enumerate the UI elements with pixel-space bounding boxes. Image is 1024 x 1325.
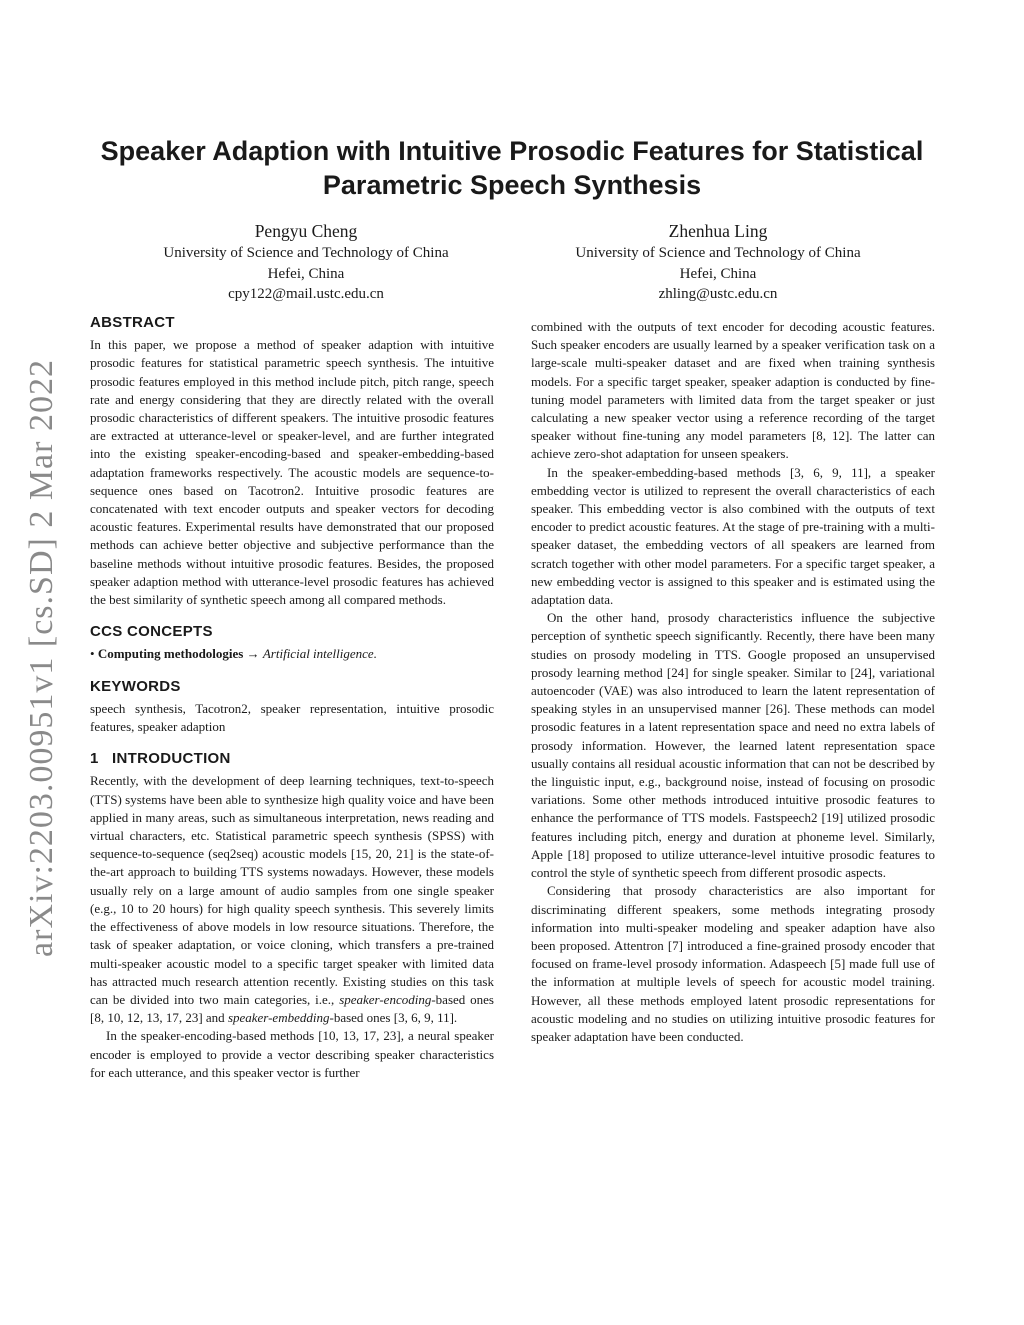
author-email: zhling@ustc.edu.cn bbox=[658, 286, 778, 302]
ccs-arrow: → bbox=[246, 646, 260, 662]
author-affiliation: University of Science and Technology of China bbox=[163, 245, 449, 261]
ccs-heading: CCS CONCEPTS bbox=[90, 623, 213, 641]
title-line-2: Parametric Speech Synthesis bbox=[322, 170, 702, 200]
intro-p1-emphasis-2: speaker-embedding bbox=[227, 1010, 330, 1026]
author-name: Zhenhua Ling bbox=[668, 221, 768, 241]
right-paragraph-1: combined with the outputs of text encoder for decoding acoustic features. Such speaker encoders are usually learned by a speaker verification task on a large-scale multi-speaker dataset and are fixed when training synthesis models. For a specific target speaker, speaker adaption is conducted by fine-tuning model parameters with limited data from the target speaker or just calculating a new speaker vector using a reference recording of the target speaker without fine-tuning any model parameters [8, 12]. The latter can achieve zero-shot adaptation for unseen speakers. bbox=[531, 319, 935, 462]
right-column bbox=[531, 318, 935, 1046]
author-location: Hefei, China bbox=[267, 265, 345, 282]
right-paragraph-4: Considering that prosody characteristics are also important for discriminating different speakers, some methods integrating prosody information into multi-speaker modeling and speaker adaption have also been proposed. Attentron [7] introduced a fine-grained prosody encoder that focused on frame-level prosody information. Adaspeech [5] made full use of the information at multiple levels of speech for acoustic model training. However, all these methods employed latent prosodic representations for acoustic modeling and no studies on utilizing intuitive prosodic features for speaker adaptation have been conducted. bbox=[531, 883, 935, 1044]
keywords-text: speech synthesis, Tacotron2, speaker representation, intuitive prosodic features, speaker adaption bbox=[90, 700, 494, 735]
author-affiliation: University of Science and Technology of China bbox=[575, 245, 861, 261]
author-name: Pengyu Cheng bbox=[254, 221, 358, 241]
left-column bbox=[90, 314, 494, 1082]
intro-paragraph-1 bbox=[90, 772, 494, 1027]
paper-title bbox=[80, 134, 944, 202]
author-location: Hefei, China bbox=[679, 265, 757, 282]
keywords-section bbox=[90, 678, 494, 737]
intro-p1-text-c: -based ones [3, 6, 9, 11]. bbox=[329, 1010, 458, 1026]
abstract-heading: ABSTRACT bbox=[90, 314, 175, 331]
author-email: cpy122@mail.ustc.edu.cn bbox=[228, 286, 384, 302]
intro-p1-emphasis-1: speaker-encoding bbox=[339, 991, 432, 1007]
ccs-bullet: • bbox=[90, 646, 95, 662]
ccs-section bbox=[90, 623, 494, 663]
right-paragraph-2: In the speaker-embedding-based methods [3, 6, 9, 11], a speaker embedding vector is utilized to represent the overall characteristics of each speaker. This embedding vector is also combined with the outputs of text encoder to predict acoustic features. At the stage of pre-training with a multi-speaker dataset, the embedding vectors of all speakers are learned from scratch together with other model parameters. For a specific target speaker, a new embedding vector is assigned to this speaker and is estimated using the adaptation data. bbox=[531, 464, 935, 608]
arxiv-id-text: arXiv:2203.00951v1 [cs.SD] 2 Mar 2022 bbox=[23, 359, 60, 957]
ccs-subconcept: Artificial intelligence. bbox=[262, 646, 377, 662]
keywords-heading: KEYWORDS bbox=[90, 677, 181, 695]
intro-p1-text-b: -based ones [8, 10, 12, 13, 17, 23] and bbox=[90, 991, 494, 1026]
introduction-heading: 1 INTRODUCTION bbox=[90, 750, 231, 768]
right-paragraph-3: On the other hand, prosody characteristics influence the subjective perception of synthetic speech significantly. Recently, there have been many studies on prosody modeling in TTS. Google proposed an unsupervised prosody learning method [24] for single speaker. Similar to [24], variational autoencoder (VAE) was also introduced to learn the latent representation of speaking styles in an unsupervised manner [26]. These methods can model prosodic features in a latent representation space and need no extra labels of prosody information. However, the learned latent representation space usually contains all residual acoustic information that can not be described by the linguistic input, e.g., background noise, instead of focusing on prosodic variations. Some other methods introduced intuitive prosodic features to enhance the performance of TTS models. Fastspeech2 [19] utilized prosodic features including pitch, energy and duration at phoneme level. Similarly, Apple [18] proposed to utilize utterance-level intuitive prosodic features to control the style of synthetic speech from different prosodic aspects. bbox=[531, 610, 935, 881]
arxiv-watermark bbox=[14, 360, 70, 956]
ccs-concepts-line bbox=[90, 645, 494, 663]
introduction-section bbox=[90, 750, 494, 1082]
abstract-text: In this paper, we propose a method of speaker adaption with intuitive prosodic features for statistical parametric speech synthesis. The intuitive prosodic features employed in this method include pitch, pitch range, speech rate and energy considering that they are directly related with the overall prosodic characteristics of different speakers. The intuitive prosodic features are extracted at utterance-level or speaker-level, and are further integrated into the existing speaker-encoding-based and speaker-embedding-based adaptation frameworks respectively. The acoustic models are sequence-to-sequence ones based on Tacotron2. Intuitive prosodic features are concatenated with text encoder outputs and speaker vectors for decoding acoustic features. Experimental results have demonstrated that our proposed methods can achieve better objective and subjective performance than the baseline methods without intuitive prosodic features. Besides, the proposed speaker adaption method with utterance-level prosodic features has achieved the best similarity of synthetic speech among all compared methods. bbox=[90, 337, 494, 608]
author-block-2 bbox=[508, 219, 928, 305]
author-block-1 bbox=[96, 219, 516, 305]
title-line-1: Speaker Adaption with Intuitive Prosodic Features for Statistical bbox=[100, 136, 924, 166]
intro-p1-text-a: Recently, with the development of deep learning techniques, text-to-speech (TTS) systems have been able to synthesize high quality voice and have been applied in many areas, such as simultaneous interpretation, news reading and virtual characters, etc. Statistical parametric speech synthesis (SPSS) with sequence-to-sequence (seq2seq) acoustic models [15, 20, 21] is the state-of-the-art approach to building TTS systems nowadays. However, these models usually rely on a large amount of audio samples from one single speaker (e.g., 10 to 20 hours) for high quality speech synthesis. This severely limits the effectiveness of above models in low resource situations. Therefore, the task of speaker adaptation, or voice cloning, which transfers a pre-trained multi-speaker acoustic model to a specific target speaker with limited data has attracted much research attention recently. Existing studies on this task can be divided into two main categories, i.e., bbox=[90, 773, 494, 1007]
intro-paragraph-2: In the speaker-encoding-based methods [10, 13, 17, 23], a neural speaker encoder is employed to provide a vector describing speaker characteristics for each utterance, and this speaker vector is further bbox=[90, 1028, 494, 1080]
ccs-concept: Computing methodologies bbox=[97, 646, 244, 662]
